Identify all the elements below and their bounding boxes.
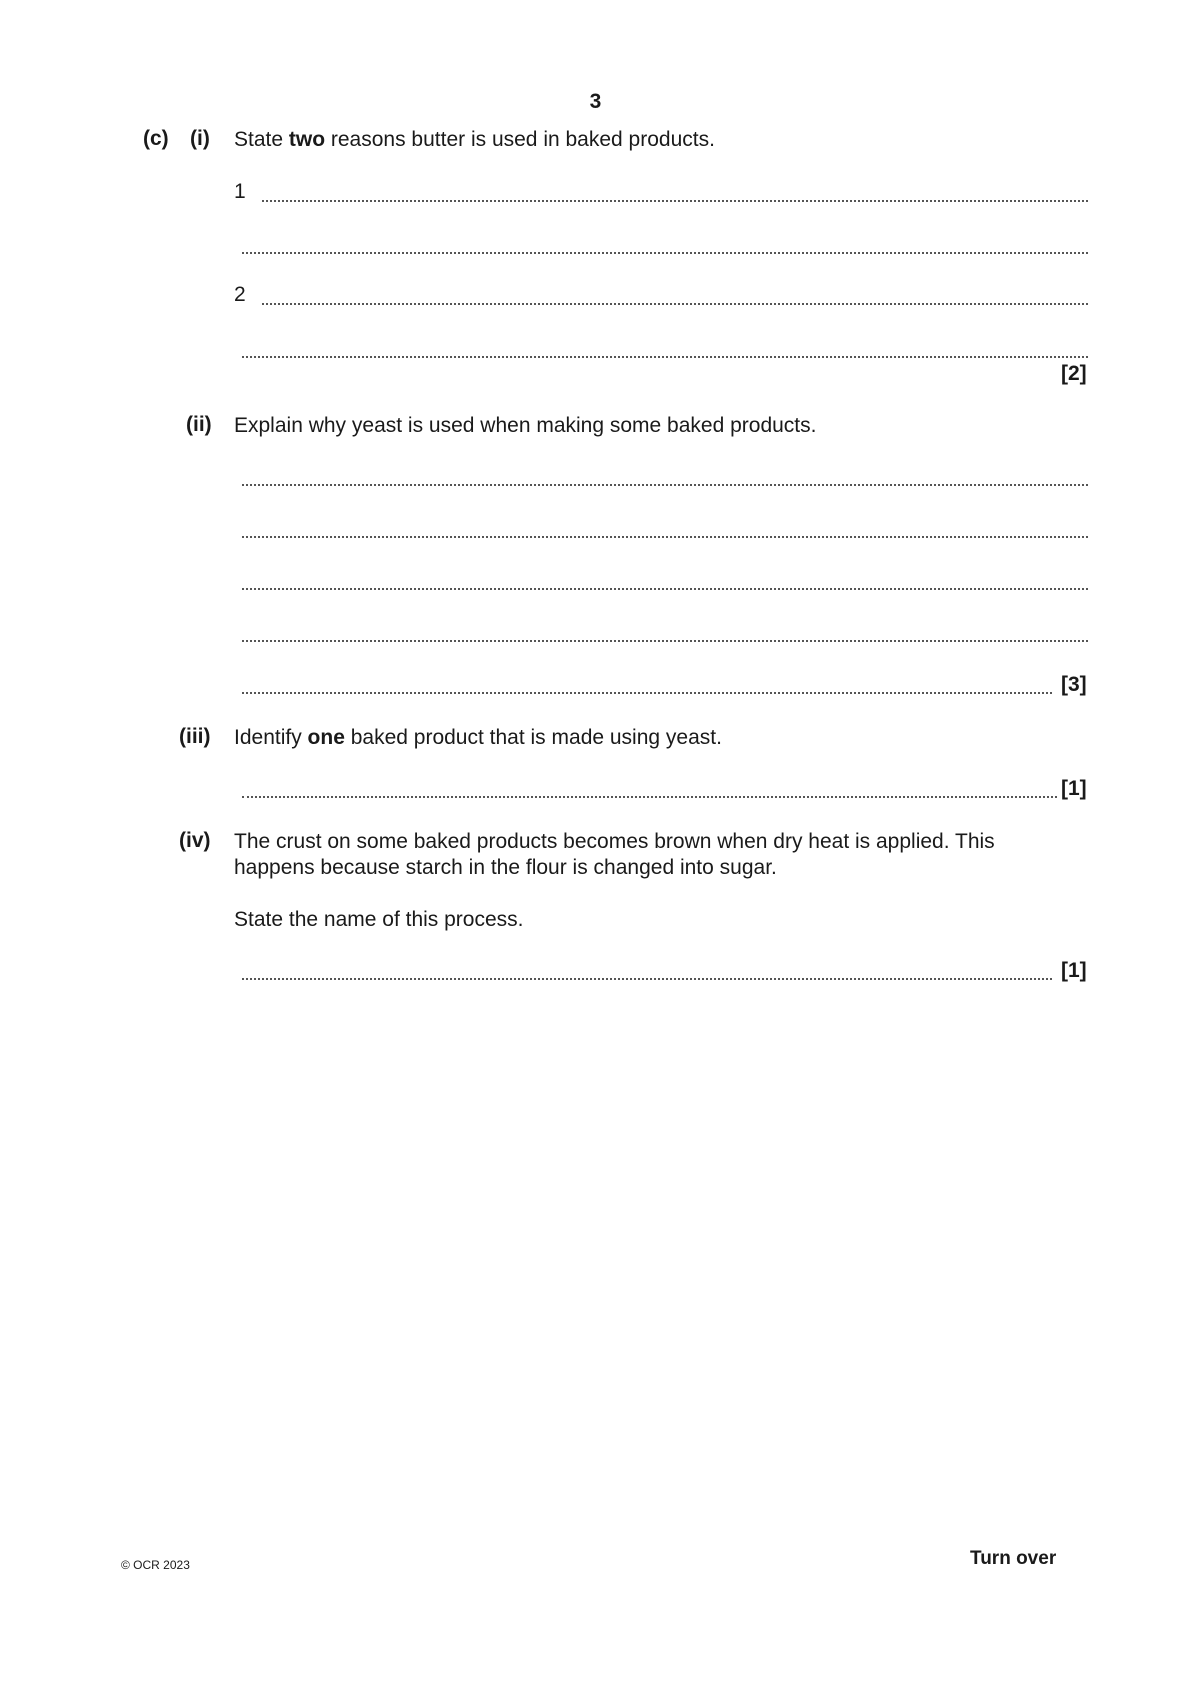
question-iv-text-line2: happens because starch in the flour is changed into sugar.	[234, 856, 777, 879]
question-ii-label: (ii)	[186, 413, 212, 436]
question-i-text-bold: two	[288, 128, 326, 151]
question-iv-label: (iv)	[179, 829, 211, 852]
marks-i: [2]	[1061, 362, 1087, 385]
answer-line[interactable]	[242, 356, 1088, 358]
answer-line[interactable]	[242, 978, 1052, 980]
answer-2-label: 2	[234, 283, 246, 306]
question-iv-instruction: State the name of this process.	[234, 908, 524, 931]
answer-line[interactable]	[262, 200, 1088, 202]
answer-line[interactable]	[242, 796, 1057, 798]
question-iii-text-bold: one	[307, 726, 345, 749]
question-iii-text-start: Identify	[234, 726, 308, 749]
question-ii-text: Explain why yeast is used when making some baked products.	[234, 414, 817, 437]
answer-1-label: 1	[234, 180, 246, 203]
marks-ii: [3]	[1061, 673, 1087, 696]
question-iv-text-line1: The crust on some baked products becomes brown when dry heat is applied. This	[234, 830, 995, 853]
answer-line[interactable]	[242, 536, 1088, 538]
question-iii-text-end: baked product that is made using yeast.	[344, 726, 722, 749]
turn-over-label: Turn over	[970, 1548, 1057, 1569]
answer-line[interactable]	[242, 252, 1088, 254]
question-i-label: (i)	[190, 127, 210, 150]
answer-line[interactable]	[262, 303, 1088, 305]
question-i-text-end: reasons butter is used in baked products.	[325, 128, 715, 151]
answer-line[interactable]	[242, 640, 1088, 642]
page-number: 3	[589, 90, 602, 113]
question-i-text-start: State	[234, 128, 289, 151]
copyright-notice: © OCR 2023	[121, 1558, 190, 1572]
part-c-label: (c)	[143, 127, 169, 150]
answer-line[interactable]	[242, 692, 1052, 694]
question-iii-label: (iii)	[179, 725, 211, 748]
answer-line[interactable]	[242, 484, 1088, 486]
answer-line[interactable]	[242, 588, 1088, 590]
question-i-text	[234, 127, 715, 153]
marks-iv: [1]	[1061, 959, 1087, 982]
question-iii-text	[234, 725, 722, 751]
marks-iii: [1]	[1061, 777, 1087, 800]
